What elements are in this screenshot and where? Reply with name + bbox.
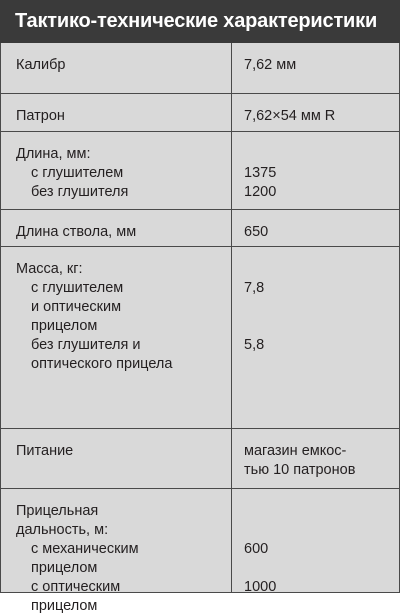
value-cell	[232, 132, 399, 209]
param-line: с глушителем	[31, 280, 124, 296]
param-line: Прицельная	[16, 503, 99, 519]
value-cell	[232, 489, 399, 593]
value-line: 7,62×54 мм R	[244, 108, 336, 124]
param-cell	[1, 43, 232, 93]
param-line: Патрон	[16, 108, 65, 124]
value-line: 600	[244, 541, 269, 557]
value-line	[244, 597, 399, 616]
value-line: тью 10 патронов	[244, 462, 356, 478]
param-line: с глушителем	[31, 165, 124, 181]
value-cell	[232, 210, 399, 246]
table-row	[1, 131, 399, 209]
param-line: без глушителя и	[31, 337, 141, 353]
value-line: 1000	[244, 579, 277, 595]
value-line	[244, 317, 399, 336]
param-line: Длина, мм:	[16, 146, 91, 162]
table-row	[1, 246, 399, 428]
value-line: 1200	[244, 184, 277, 200]
param-line: прицелом	[31, 598, 98, 614]
value-cell	[232, 94, 399, 131]
value-line	[244, 260, 399, 279]
param-line: оптического прицела	[31, 356, 173, 372]
value-cell	[232, 429, 399, 488]
value-line	[244, 502, 399, 521]
param-line: Питание	[16, 443, 74, 459]
param-cell	[1, 132, 232, 209]
param-line: Калибр	[16, 57, 66, 73]
param-cell	[1, 94, 232, 131]
value-line	[244, 298, 399, 317]
table-body	[0, 43, 400, 614]
value-line	[244, 145, 399, 164]
param-line: с механическим	[31, 541, 139, 557]
param-cell	[1, 489, 232, 614]
param-cell	[1, 210, 232, 246]
value-cell	[232, 247, 399, 428]
value-line: магазин емкос-	[244, 443, 347, 459]
value-line	[244, 355, 399, 374]
table-row	[1, 93, 399, 131]
table-row	[1, 428, 399, 488]
table-row	[1, 43, 399, 93]
param-line: прицелом	[31, 318, 98, 334]
table-title: Тактико-технические характеристики	[0, 0, 400, 43]
value-line	[244, 559, 399, 578]
table-row	[1, 209, 399, 246]
value-line	[244, 521, 399, 540]
value-line: 7,8	[244, 280, 265, 296]
param-line: дальность, м:	[16, 522, 109, 538]
param-line: с оптическим	[31, 579, 121, 595]
table-row	[1, 488, 399, 614]
value-cell	[232, 43, 399, 93]
param-line: и оптическим	[31, 299, 122, 315]
param-cell	[1, 247, 232, 428]
value-line: 650	[244, 224, 269, 240]
param-line: без глушителя	[31, 184, 129, 200]
value-line: 7,62 мм	[244, 57, 297, 73]
param-line: прицелом	[31, 560, 98, 576]
param-line: Длина ствола, мм	[16, 224, 137, 240]
param-cell	[1, 429, 232, 488]
value-line: 5,8	[244, 337, 265, 353]
value-line: 1375	[244, 165, 277, 181]
param-line: Масса, кг:	[16, 261, 83, 277]
